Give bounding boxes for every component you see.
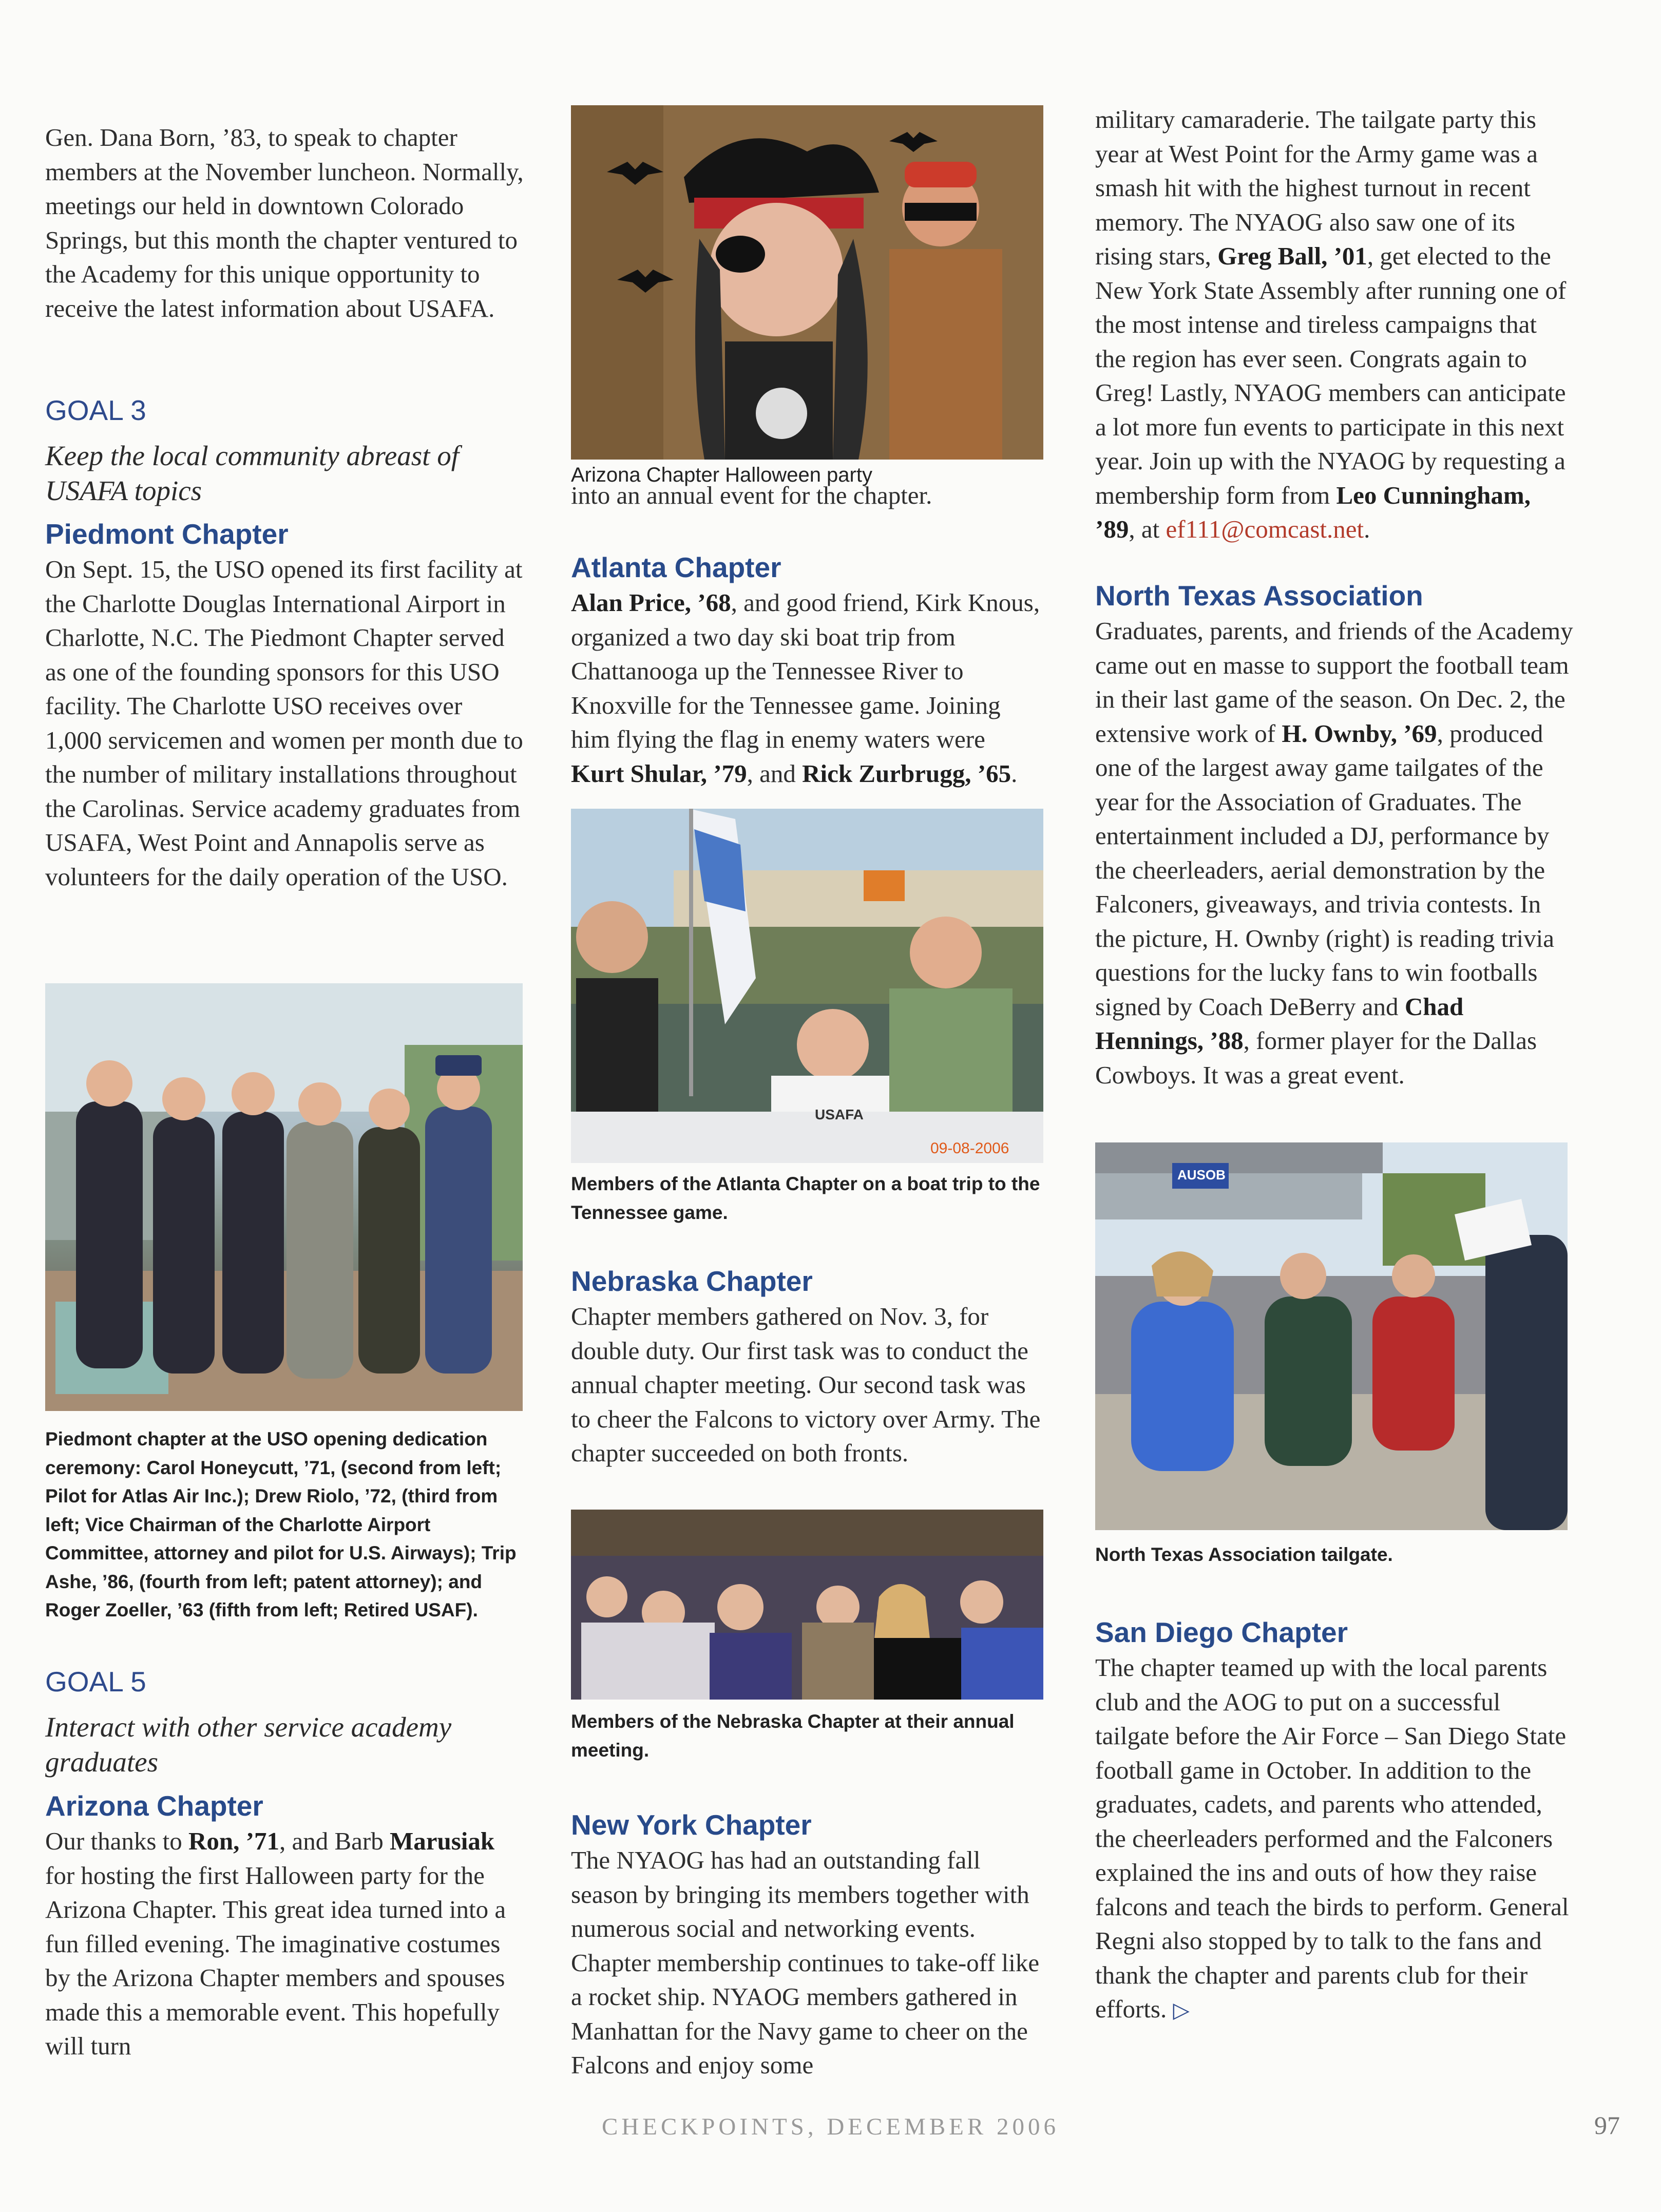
ny-text-1: military camaraderie. The tailgate party this year at West Point for the Army game was a smash hit with the highest turnout in recent memory. The NYAOG also saw one of its rising stars, [1095,105,1538,270]
nebraska-photo-art [571,1510,1043,1700]
newyork-continued-paragraph [1095,103,1574,547]
atlanta-name-alan: Alan Price, ’68 [571,588,731,617]
arizona-paragraph [45,1824,524,2064]
ny-name-greg: Greg Ball, ’01 [1217,242,1367,270]
san-diego-paragraph [1095,1651,1574,2028]
atlanta-caption: Members of the Atlanta Chapter on a boat trip to the Tennessee game. [571,1173,1040,1223]
north-texas-heading: North Texas Association [1095,580,1423,612]
continue-arrow-icon: ▷ [1173,1997,1190,2023]
halloween-photo-art [571,105,1043,460]
boat-photo-date-stamp: 09-08-2006 [930,1140,1009,1157]
piedmont-paragraph: On Sept. 15, the USO opened its first facility at the Charlotte Douglas International Airport in Charlotte, N.C. The Piedmont Chapter served as one of the founding sponsors for this USO facility. The Charlotte USO receives over 1,000 servicemen and women per month due to the number of military installations throughout the Carolinas. Service academy graduates from USAFA, West Point and Annapolis serve as volunteers for the daily operation of the USO. [45,555,523,891]
nebraska-caption: Members of the Nebraska Chapter at their annual meeting. [571,1711,1015,1761]
north-texas-photo [1095,1142,1568,1530]
piedmont-photo-art [45,983,523,1411]
arizona-text-3: for hosting the first Halloween party for the Arizona Chapter. This great idea turned into a fun filled evening. The imaginative costumes by the Arizona Chapter members and spouses made this a memorable event. This hopefully will turn [45,1861,506,2060]
goal-3-heading: GOAL 3 [45,394,146,426]
boat-photo [571,809,1043,1163]
nebraska-heading: Nebraska Chapter [571,1265,813,1297]
ny-text-2: , get elected to the New York State Assembly after running one of the most intense and tireless campaigns that the region has ever seen. Congrats again to Greg! Lastly, NYAOG members can anticipate a lot more fun events to participate in this next year. Join up with the NYAOG by requesting a membership form from [1095,242,1567,509]
ny-text-4: . [1364,515,1370,543]
atlanta-text-3: . [1011,759,1018,788]
halloween-caption-line-2: into an annual event for the chapter. [571,481,932,509]
ny-text-3: , at [1129,515,1166,543]
san-diego-heading: San Diego Chapter [1095,1616,1348,1648]
goal-5-subtitle: Interact with other service academy graduates [45,1711,452,1778]
boat-photo-art [571,809,1043,1163]
ntx-text-3: , former player for the Dallas Cowboys. It was a great event. [1095,1026,1537,1089]
north-texas-paragraph [1095,614,1574,1092]
nebraska-photo [571,1510,1043,1700]
tent-sign-text: AUSOB [1177,1167,1226,1183]
nebraska-paragraph: Chapter members gathered on Nov. 3, for double duty. Our first task was to conduct the annual chapter meeting. Our second task was to cheer the Falcons to victory over Army. The chapter succeeded on both fronts. [571,1302,1041,1467]
newyork-paragraph: The NYAOG has had an outstanding fall season by bringing its members together with numerous social and networking events. Chapter membership continues to take-off like a rocket ship. NYAOG members gathered in Manhattan for the Navy game to cheer on the Falcons and enjoy some [571,1846,1040,2079]
piedmont-photo [45,983,523,1411]
north-texas-caption: North Texas Association tailgate. [1095,1544,1393,1565]
piedmont-heading: Piedmont Chapter [45,518,289,550]
page-footer: CHECKPOINTS, DECEMBER 2006 [602,2113,1059,2140]
halloween-photo [571,105,1043,460]
ny-name-leo: Leo Cunningham, ’89 [1095,481,1531,543]
arizona-heading: Arizona Chapter [45,1790,263,1822]
north-texas-photo-art [1095,1142,1568,1530]
halloween-caption-line-1: Arizona Chapter Halloween party [571,464,872,486]
san-diego-text: The chapter teamed up with the local parents club and the AOG to put on a successful tailgate before the Air Force – San Diego State football game in October. In addition to the graduates, cadets, and parents who attended, the cheerleaders performed and the Falconers explained the ins and outs of how they raise falcons and teach the birds to perform. General Regni also stopped by to talk to the fans and thank the chapter and parents club for their efforts. [1095,1653,1569,2023]
intro-paragraph: Gen. Dana Born, ’83, to speak to chapter members at the November luncheon. Normally, meetings our held in downtown Colorado Springs, but this month the chapter ventured to the Academy for this unique opportunity to receive the latest information about USAFA. [45,123,524,322]
ntx-name-ownby: H. Ownby, ’69 [1282,719,1437,748]
goal-5-heading: GOAL 5 [45,1666,146,1698]
goal-3-subtitle: Keep the local community abreast of USAFA topics [45,440,459,506]
page-number: 97 [1594,2111,1620,2140]
arizona-name-marusiak: Marusiak [389,1827,495,1855]
boat-photo-shirt-text: USAFA [815,1107,864,1122]
atlanta-name-rick: Rick Zurbrugg, ’65 [802,759,1011,788]
ntx-text-2: , produced one of the largest away game tailgates of the year for the Association of Graduates. The entertainment included a DJ, performance by the cheerleaders, aerial demonstration by the Falconers, giveaways, and trivia contests. In the picture, H. Ownby (right) is reading trivia questions for the lucky fans to win footballs signed by Coach DeBerry and [1095,719,1555,1021]
atlanta-heading: Atlanta Chapter [571,551,781,583]
atlanta-text-2: , and [747,759,803,788]
newyork-heading: New York Chapter [571,1809,812,1841]
arizona-text-2: , and Barb [279,1827,390,1855]
ntx-name-chad: Chad Hennings, ’88 [1095,992,1464,1055]
arizona-text-1: Our thanks to [45,1827,188,1855]
atlanta-name-kurt: Kurt Shular, ’79 [571,759,747,788]
atlanta-text-1: , and good friend, Kirk Knous, organized a two day ski boat trip from Chattanooga up the Tennessee River to Knoxville for the Tennessee game. Joining him flying the flag in enemy waters were [571,588,1040,753]
ntx-text-1: Graduates, parents, and friends of the Academy came out en masse to support the football team in their last game of the season. On Dec. 2, the extensive work of [1095,617,1573,748]
arizona-name-ron: Ron, ’71 [188,1827,279,1855]
piedmont-caption: Piedmont chapter at the USO opening dedication ceremony: Carol Honeycutt, ’71, (second from left; Pilot for Atlas Air Inc.); Drew Riolo, ’72, (third from left; Vice Chairman of the Charlotte Airport Committee, attorney and pilot for U.S. Airways); Trip Ashe, ’86, (fourth from left; patent attorney); and Roger Zoeller, ’63 (fifth from left; Retired USAF). [45,1428,517,1620]
ny-email-link[interactable]: ef111@comcast.net [1166,515,1364,543]
atlanta-paragraph [571,586,1043,791]
